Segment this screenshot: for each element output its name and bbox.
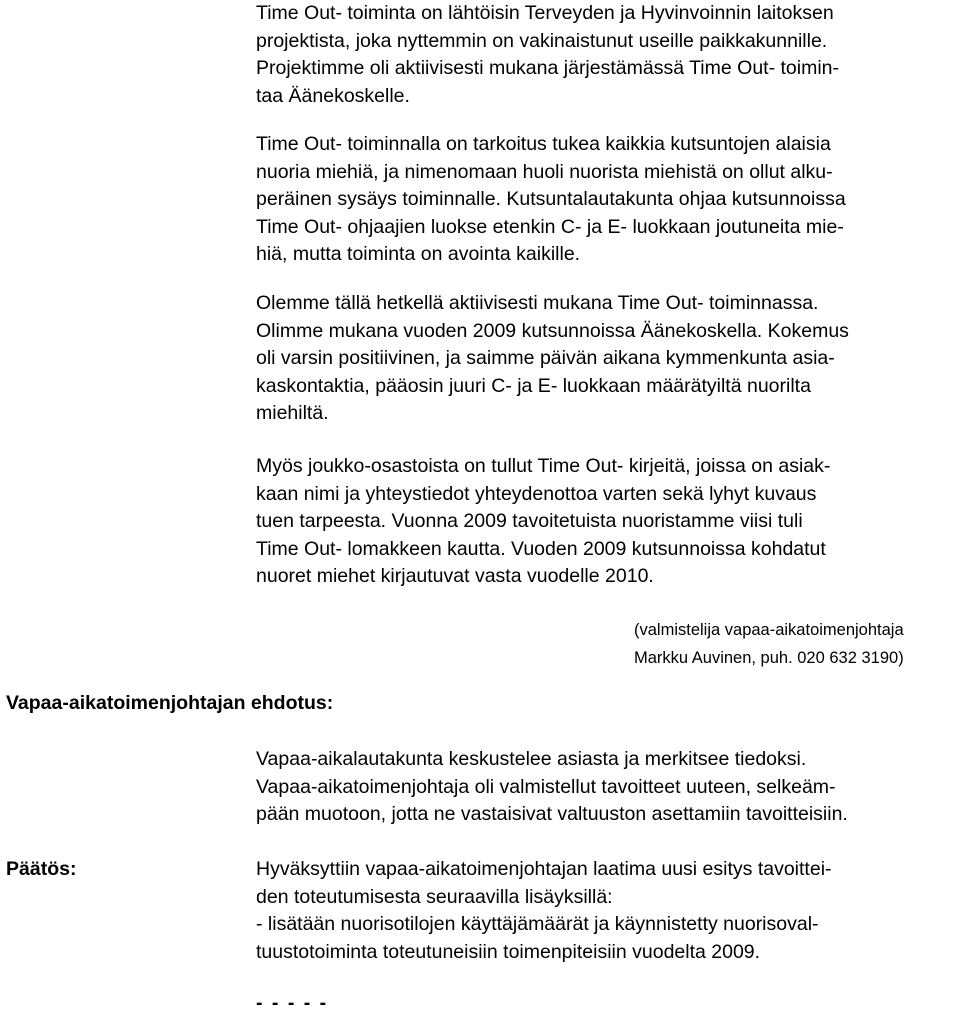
text-line: Time Out- lomakkeen kautta. Vuoden 2009 kutsunnoissa kohdatut	[256, 537, 826, 560]
text-line: peräinen sysäys toiminnalle. Kutsuntalautakunta ohjaa kutsunnoissa	[256, 188, 846, 211]
text-line: Time Out- toiminta on lähtöisin Terveyden ja Hyvinvoinnin laitoksen	[256, 2, 834, 24]
text-line: oli varsin positiivinen, ja saimme päivän aikana kymmenkunta asia-	[256, 347, 835, 370]
decision-text	[256, 856, 960, 966]
text-line: tuen tarpeesta. Vuonna 2009 tavoitetuista nuoristamme viisi tuli	[256, 510, 803, 533]
text-line: taa Äänekoskelle.	[256, 84, 410, 107]
text-line: Vapaa-aikatoimenjohtaja oli valmistellut tavoitteet uuteen, selkeäm-	[256, 775, 836, 798]
text-line: nuoria miehiä, ja nimenomaan huoli nuorista miehistä on ollut alku-	[256, 160, 833, 183]
text-line: Time Out- toiminnalla on tarkoitus tukea kaikkia kutsuntojen alaisia	[256, 133, 831, 155]
text-line: kaan nimi ja yhteystiedot yhteydenottoa varten sekä lyhyt kuvaus	[256, 482, 817, 505]
text-line: nuoret miehet kirjautuvat vasta vuodelle 2010.	[256, 565, 654, 588]
decision-heading: Päätös:	[6, 858, 77, 880]
paragraph-current-participation	[256, 290, 960, 428]
text-line: Projektimme oli aktiivisesti mukana järjestämässä Time Out- toimin-	[256, 57, 840, 80]
paragraph-time-out-purpose	[256, 131, 960, 269]
paragraph-time-out-origin	[256, 0, 960, 110]
separator-dashes: - - - - -	[256, 992, 329, 1014]
proposal-text	[256, 746, 960, 829]
text-line: tuustotoiminta toteutuneisiin toimenpiteisiin vuodelta 2009.	[256, 940, 761, 963]
paragraph-letters-from-units	[256, 453, 960, 591]
text-line: Hyväksyttiin vapaa-aikatoimenjohtajan laatima uusi esitys tavoittei-	[256, 858, 832, 880]
text-line: Olimme mukana vuoden 2009 kutsunnoissa Äänekoskella. Kokemus	[256, 319, 849, 342]
text-line: hiä, mutta toiminta on avointa kaikille.	[256, 243, 581, 266]
text-line: kaskontaktia, pääosin juuri C- ja E- luokkaan määrätyiltä nuorilta	[256, 374, 811, 397]
text-line: Olemme tällä hetkellä aktiivisesti mukana Time Out- toiminnassa.	[256, 292, 819, 314]
text-line: miehiltä.	[256, 402, 329, 425]
text-line: pään muotoon, jotta ne vastaisivat valtuuston asettamiin tavoitteisiin.	[256, 803, 848, 826]
text-line: Myös joukko-osastoista on tullut Time Out- kirjeitä, joissa on asiak-	[256, 455, 831, 477]
text-line: (valmistelija vapaa-aikatoimenjohtaja	[634, 621, 904, 639]
text-line: Time Out- ohjaajien luokse etenkin C- ja E- luokkaan joutuneita mie-	[256, 215, 844, 238]
text-line: Markku Auvinen, puh. 020 632 3190)	[634, 649, 904, 667]
text-line: Vapaa-aikalautakunta keskustelee asiasta ja merkitsee tiedoksi.	[256, 748, 807, 770]
proposal-heading: Vapaa-aikatoimenjohtajan ehdotus:	[6, 692, 334, 714]
text-line: - lisätään nuorisotilojen käyttäjämäärät ja käynnistetty nuorisoval-	[256, 913, 819, 936]
text-line: den toteutumisesta seuraavilla lisäyksillä:	[256, 885, 613, 908]
text-line: projektista, joka nyttemmin on vakinaistunut useille paikkakunnille.	[256, 29, 828, 52]
preparer-note	[634, 616, 960, 672]
